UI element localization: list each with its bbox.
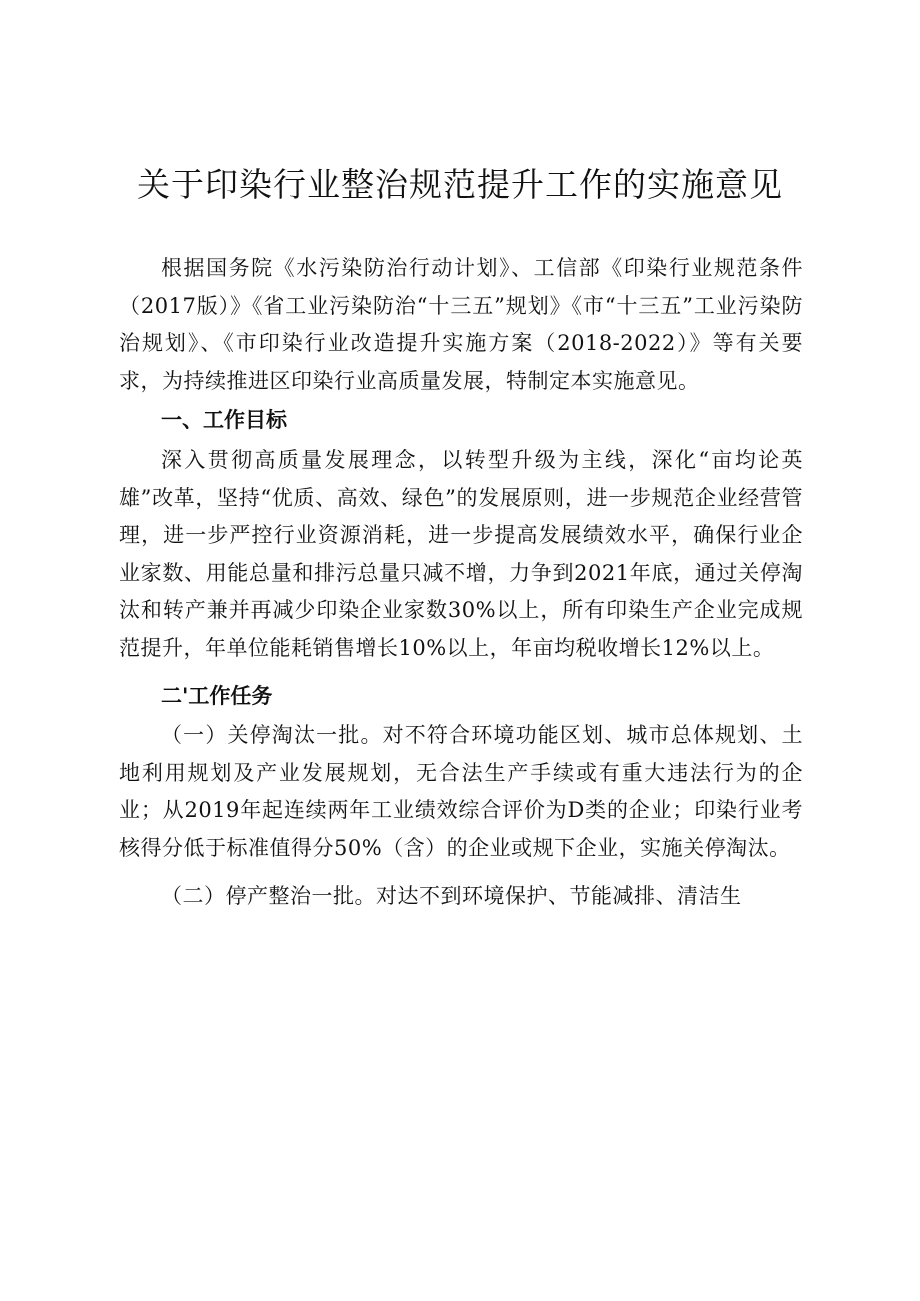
spacer bbox=[119, 868, 803, 878]
goals-paragraph: 深入贯彻高质量发展理念，以转型升级为主线，深化“亩均论英雄”改革，坚持“优质、高效、绿色”的发展原则，进一步规范企业经营管理，进一步严控行业资源消耗，进一步提高发展绩效水平，确保行业企业家数、用能总量和排污总量只减不增，力争到2021年底，通过关停淘汰和转产兼并再减少印染企业家数30%以上，所有印染生产企业完成规范提升，年单位能耗销售增长10%以上，年亩均税收增长12%以上。 bbox=[119, 447, 803, 660]
spacer bbox=[119, 668, 803, 678]
task-item-1-paragraph: （一）关停淘汰一批。对不符合环境功能区划、城市总体规划、土地利用规划及产业发展规划，无合法生产手续或有重大违法行为的企业；从2019年起连续两年工业绩效综合评价为D类的企业；印染行业考核得分低于标准值得分50%（含）的企业或规下企业，实施关停淘汰。 bbox=[119, 723, 803, 860]
task-item-2-paragraph: （二）停产整治一批。对达不到环境保护、节能减排、清洁生 bbox=[161, 883, 742, 908]
section-heading-tasks: 二'工作任务 bbox=[161, 683, 273, 708]
document-title: 关于印染行业整治规范提升工作的实施意见 bbox=[137, 165, 783, 204]
section-heading-goals: 一、工作目标 bbox=[161, 408, 287, 433]
document-body bbox=[119, 250, 803, 915]
intro-paragraph: 根据国务院《水污染防治行动计划》、工信部《印染行业规范条件（2017版）》《省工业污染防治“十三五”规划》《市“十三五”工业污染防治规划》、《市印染行业改造提升实施方案（2018-2022）》等有关要求，为持续推进区印染行业高质量发展，特制定本实施意见。 bbox=[119, 256, 803, 393]
